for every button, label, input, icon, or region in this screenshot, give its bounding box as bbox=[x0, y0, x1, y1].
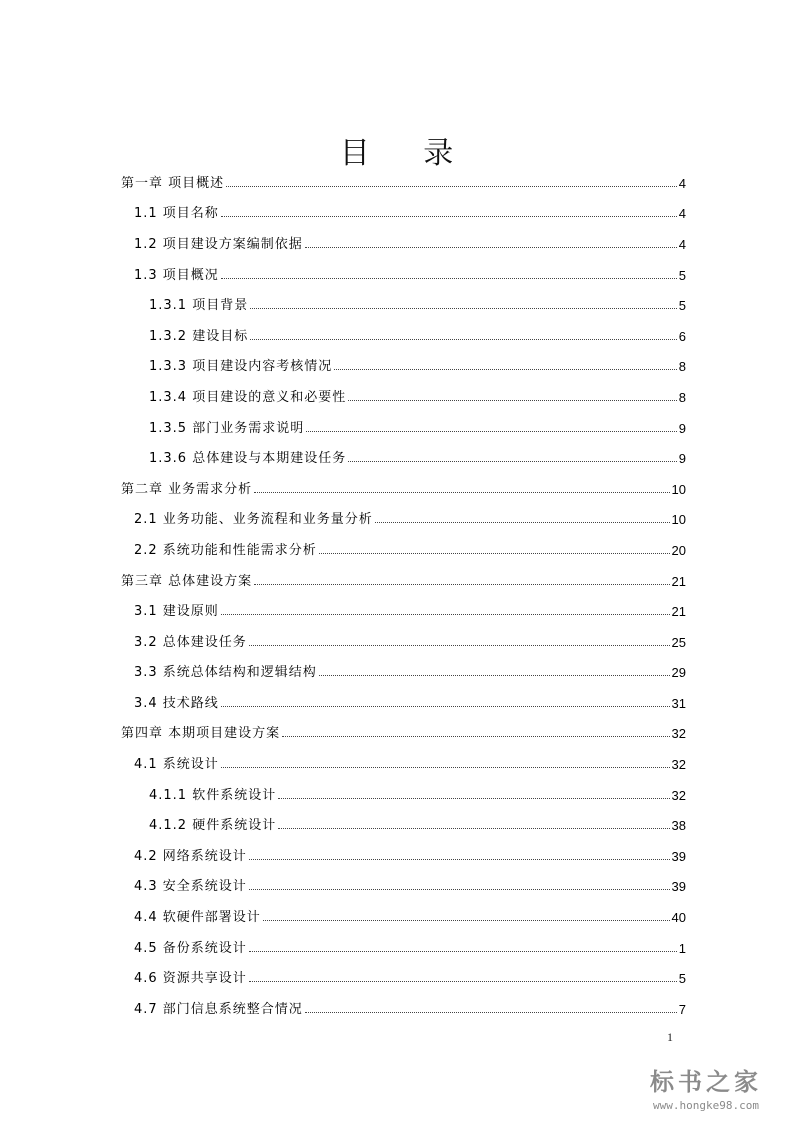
toc-entry-page: 29 bbox=[671, 665, 686, 681]
toc-entry-page: 9 bbox=[678, 451, 686, 467]
toc-entry-page: 39 bbox=[671, 848, 686, 864]
toc-dot-leader bbox=[278, 788, 669, 799]
toc-entry-label: 4.4 软硬件部署设计 bbox=[134, 910, 261, 926]
toc-entry-page: 40 bbox=[671, 910, 686, 926]
toc-entry-label: 1.3.2 建设目标 bbox=[149, 328, 249, 344]
toc-entry-label: 2.2 系统功能和性能需求分析 bbox=[134, 542, 317, 558]
toc-entry-label: 4.7 部门信息系统整合情况 bbox=[134, 1001, 303, 1017]
toc-entry[interactable] bbox=[121, 443, 686, 474]
toc-entry-label: 1.3.4 项目建设的意义和必要性 bbox=[149, 389, 347, 405]
toc-entry-label: 4.3 安全系统设计 bbox=[134, 879, 247, 895]
toc-entry-page: 4 bbox=[678, 236, 686, 252]
toc-dot-leader bbox=[306, 421, 677, 432]
toc-dot-leader bbox=[249, 879, 670, 890]
toc-entry[interactable] bbox=[121, 505, 686, 536]
toc-entry-label: 第二章 业务需求分析 bbox=[121, 481, 253, 497]
toc-dot-leader bbox=[221, 268, 677, 279]
toc-dot-leader bbox=[278, 818, 669, 829]
toc-entry-page: 10 bbox=[671, 512, 686, 528]
toc-entry-label: 1.3 项目概况 bbox=[134, 267, 219, 283]
toc-dot-leader bbox=[319, 665, 670, 676]
watermark-url: www.hongke98.com bbox=[653, 1099, 759, 1112]
toc-entry[interactable] bbox=[121, 810, 686, 841]
toc-dot-leader bbox=[226, 176, 677, 187]
toc-entry-page: 21 bbox=[671, 573, 686, 589]
toc-entry[interactable] bbox=[121, 872, 686, 903]
toc-entry-page: 5 bbox=[678, 267, 686, 283]
toc-entry-page: 20 bbox=[671, 542, 686, 558]
toc-dot-leader bbox=[254, 574, 669, 585]
toc-dot-leader bbox=[250, 329, 677, 340]
toc-dot-leader bbox=[221, 206, 677, 217]
toc-entry[interactable] bbox=[121, 749, 686, 780]
toc-entry-label: 4.1.1 软件系统设计 bbox=[149, 787, 277, 803]
toc-dot-leader bbox=[221, 757, 670, 768]
toc-dot-leader bbox=[375, 512, 670, 523]
toc-entry-label: 1.3.5 部门业务需求说明 bbox=[149, 420, 305, 436]
toc-entry-page: 32 bbox=[671, 757, 686, 773]
toc-entry[interactable] bbox=[121, 352, 686, 383]
toc-entry[interactable] bbox=[121, 933, 686, 964]
toc-entry[interactable] bbox=[121, 535, 686, 566]
toc-dot-leader bbox=[249, 941, 677, 952]
toc-entry-label: 1.1 项目名称 bbox=[134, 206, 219, 222]
toc-entry-page: 1 bbox=[678, 940, 686, 956]
toc-entry-page: 7 bbox=[678, 1001, 686, 1017]
toc-entry[interactable] bbox=[121, 719, 686, 750]
toc-entry-label: 1.3.1 项目背景 bbox=[149, 298, 249, 314]
toc-entry-page: 9 bbox=[678, 420, 686, 436]
table-of-contents bbox=[121, 168, 686, 1025]
toc-entry-page: 8 bbox=[678, 389, 686, 405]
toc-entry-label: 第四章 本期项目建设方案 bbox=[121, 726, 281, 742]
toc-dot-leader bbox=[254, 482, 669, 493]
toc-entry[interactable] bbox=[121, 413, 686, 444]
toc-entry-page: 21 bbox=[671, 604, 686, 620]
toc-dot-leader bbox=[249, 635, 670, 646]
toc-entry[interactable] bbox=[121, 596, 686, 627]
toc-entry-page: 38 bbox=[671, 818, 686, 834]
toc-entry-label: 3.3 系统总体结构和逻辑结构 bbox=[134, 665, 317, 681]
toc-entry-label: 4.1 系统设计 bbox=[134, 757, 219, 773]
toc-entry[interactable] bbox=[121, 627, 686, 658]
page-number: 1 bbox=[667, 1030, 673, 1044]
toc-entry-label: 1.3.3 项目建设内容考核情况 bbox=[149, 359, 333, 375]
toc-dot-leader bbox=[263, 910, 670, 921]
toc-entry-label: 4.6 资源共享设计 bbox=[134, 971, 247, 987]
toc-entry[interactable] bbox=[121, 994, 686, 1025]
toc-entry-page: 25 bbox=[671, 634, 686, 650]
toc-entry-label: 2.1 业务功能、业务流程和业务量分析 bbox=[134, 512, 373, 528]
toc-entry[interactable] bbox=[121, 382, 686, 413]
toc-dot-leader bbox=[305, 1002, 677, 1013]
toc-entry[interactable] bbox=[121, 658, 686, 689]
toc-entry-label: 4.5 备份系统设计 bbox=[134, 940, 247, 956]
toc-dot-leader bbox=[348, 451, 677, 462]
toc-entry[interactable] bbox=[121, 780, 686, 811]
toc-entry-label: 3.4 技术路线 bbox=[134, 695, 219, 711]
toc-entry-page: 10 bbox=[671, 481, 686, 497]
toc-entry-page: 4 bbox=[678, 206, 686, 222]
toc-entry-label: 4.1.2 硬件系统设计 bbox=[149, 818, 277, 834]
toc-entry[interactable] bbox=[121, 199, 686, 230]
toc-entry[interactable] bbox=[121, 321, 686, 352]
toc-entry-page: 32 bbox=[671, 726, 686, 742]
toc-dot-leader bbox=[334, 359, 677, 370]
toc-entry[interactable] bbox=[121, 902, 686, 933]
toc-entry-page: 39 bbox=[671, 879, 686, 895]
toc-entry-label: 3.1 建设原则 bbox=[134, 604, 219, 620]
toc-dot-leader bbox=[305, 237, 677, 248]
toc-dot-leader bbox=[249, 971, 677, 982]
toc-dot-leader bbox=[348, 390, 677, 401]
toc-entry-label: 第一章 项目概述 bbox=[121, 175, 225, 191]
watermark bbox=[631, 1062, 781, 1112]
toc-entry-label: 4.2 网络系统设计 bbox=[134, 848, 247, 864]
toc-entry-page: 5 bbox=[678, 971, 686, 987]
toc-entry-label: 1.2 项目建设方案编制依据 bbox=[134, 236, 303, 252]
toc-entry[interactable] bbox=[121, 566, 686, 597]
toc-entry[interactable] bbox=[121, 474, 686, 505]
toc-entry-page: 32 bbox=[671, 787, 686, 803]
toc-entry-page: 5 bbox=[678, 298, 686, 314]
toc-entry[interactable] bbox=[121, 229, 686, 260]
toc-entry[interactable] bbox=[121, 841, 686, 872]
toc-entry-label: 第三章 总体建设方案 bbox=[121, 573, 253, 589]
toc-dot-leader bbox=[221, 696, 670, 707]
toc-dot-leader bbox=[221, 604, 670, 615]
toc-entry-page: 4 bbox=[678, 175, 686, 191]
toc-entry[interactable] bbox=[121, 963, 686, 994]
toc-entry[interactable] bbox=[121, 260, 686, 291]
toc-entry[interactable] bbox=[121, 688, 686, 719]
toc-entry-page: 6 bbox=[678, 328, 686, 344]
toc-dot-leader bbox=[319, 543, 670, 554]
toc-dot-leader bbox=[250, 298, 677, 309]
toc-dot-leader bbox=[282, 726, 669, 737]
toc-dot-leader bbox=[249, 849, 670, 860]
toc-entry-label: 1.3.6 总体建设与本期建设任务 bbox=[149, 451, 347, 467]
toc-entry[interactable] bbox=[121, 168, 686, 199]
page-title: 目 录 bbox=[339, 136, 476, 171]
toc-entry-label: 3.2 总体建设任务 bbox=[134, 634, 247, 650]
toc-entry-page: 8 bbox=[678, 359, 686, 375]
watermark-name: 标书之家 bbox=[650, 1068, 762, 1096]
toc-entry[interactable] bbox=[121, 290, 686, 321]
toc-entry-page: 31 bbox=[671, 695, 686, 711]
